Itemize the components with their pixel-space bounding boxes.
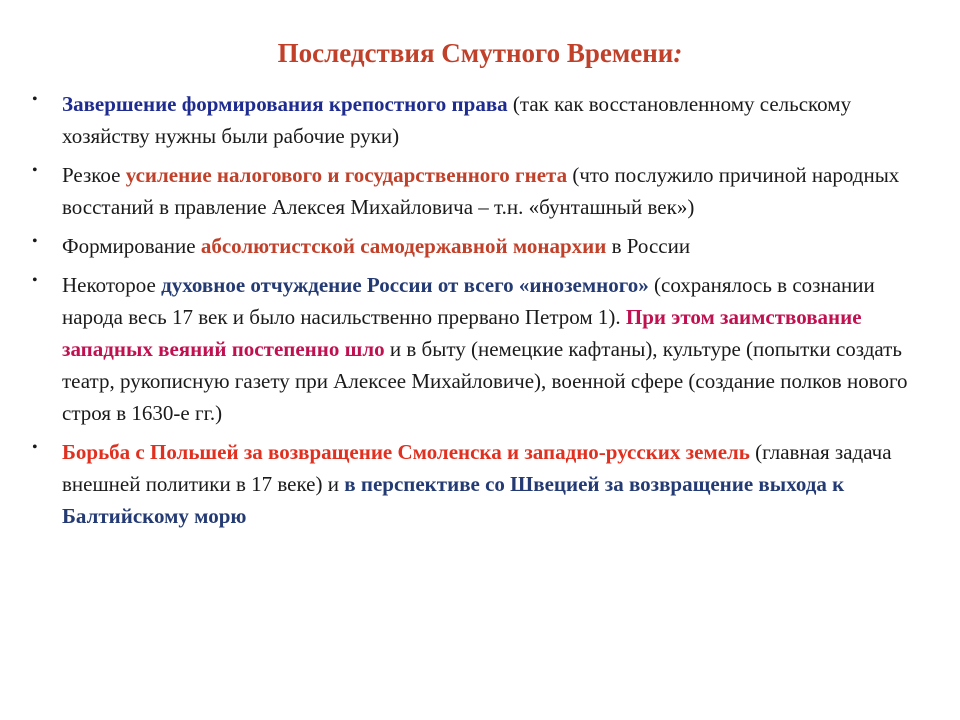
bullet-item-poland (32, 436, 912, 532)
bullet-text: в России (606, 234, 691, 258)
bullet-text: (так как восстановленному сельскому хозяйству нужны были рабочие руки) (62, 92, 852, 148)
bullet-highlight-alienation: духовное отчуждение России от всего «иноземного» (161, 273, 649, 297)
bullet-highlight-serfdom: Завершение формирования крепостного права (62, 92, 508, 116)
slide-title (0, 38, 960, 69)
bullet-dot-icon: • (32, 162, 38, 179)
bullet-text: (главная задача внешней политики в 17 веке) и (62, 440, 892, 496)
bullet-text: Некоторое (62, 273, 162, 297)
bullet-highlight-sweden: в перспективе со Швецией за возвращение выхода к Балтийскому морю (62, 472, 845, 528)
bullet-item-monarchy (32, 230, 912, 262)
bullet-text: (что послужило причиной народных восстаний в правление Алексея Михайловича – т.н. «бунташный век») (62, 163, 900, 219)
bullet-text: и в быту (немецкие кафтаны), культуре (попытки создать театр, рукописную газету при Алексее Михайловиче), военной сфере (создание полков нового строя в 1630-е гг.) (62, 337, 908, 425)
bullet-text: (сохранялось в сознании народа весь 17 век и было насильственно прервано Петром 1). (62, 273, 875, 329)
bullet-dot-icon: • (32, 233, 38, 250)
bullet-text: Формирование (62, 234, 201, 258)
bullet-list (32, 88, 912, 539)
bullet-dot-icon: • (32, 439, 38, 456)
bullet-item-serfdom (32, 88, 912, 152)
slide-title-text: Последствия Смутного Времени (277, 38, 674, 68)
bullet-item-tax (32, 159, 912, 223)
bullet-highlight-tax: усиление налогового и государственного гнета (125, 163, 568, 187)
bullet-highlight-monarchy: абсолютистской самодержавной монархии (200, 234, 607, 258)
bullet-dot-icon: • (32, 91, 38, 108)
bullet-dot-icon: • (32, 272, 38, 289)
slide-title-colon: : (673, 38, 683, 68)
bullet-highlight-poland: Борьба с Польшей за возвращение Смоленска и западно-русских земель (62, 440, 750, 464)
bullet-item-alienation (32, 269, 912, 429)
bullet-text: Резкое (62, 163, 126, 187)
bullet-highlight-borrowing: При этом заимствование западных веяний постепенно шло (62, 305, 862, 361)
